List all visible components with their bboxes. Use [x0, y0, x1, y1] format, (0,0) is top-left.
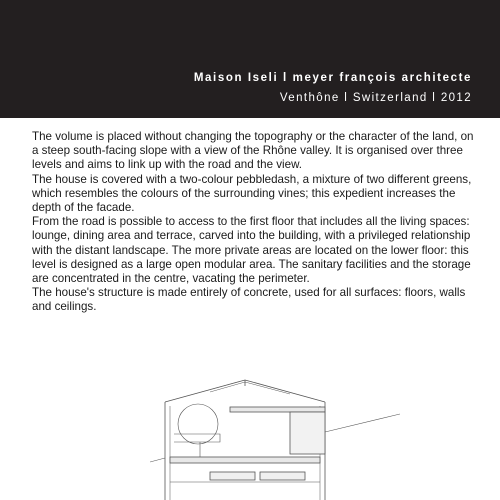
project-location: Venthône l Switzerland l 2012 — [279, 92, 472, 104]
description-text — [32, 130, 482, 315]
paragraph-3: From the road is possible to access to the first floor that includes all the living spaces: lounge, dining area and terrace, carved into the building, with a privileged relationship with the distant landscape. The more private areas are located on the lower floor: this level is designed as a large open modular area. The sanitary facilities and the storage are concentrated in the centre, vacating the perimeter. — [32, 215, 471, 286]
header-banner — [0, 0, 500, 118]
paragraph-2: The house is covered with a two-colour pebbledash, a mixture of two different greens, which resembles the colours of the surrounding vines; this expedient increases the depth of the facade. — [32, 172, 472, 215]
paragraph-4: The house's structure is made entirely of concrete, used for all surfaces: floors, walls and ceilings. — [32, 286, 466, 314]
section-drawing — [150, 362, 400, 500]
paragraph-1: The volume is placed without changing the topography or the character of the land, on a steep south-facing slope with a view of the Rhône valley. It is organised over three levels and aims to link up with the road and the view. — [32, 130, 474, 172]
project-title: Maison Iseli l meyer françois architecte — [193, 72, 472, 84]
